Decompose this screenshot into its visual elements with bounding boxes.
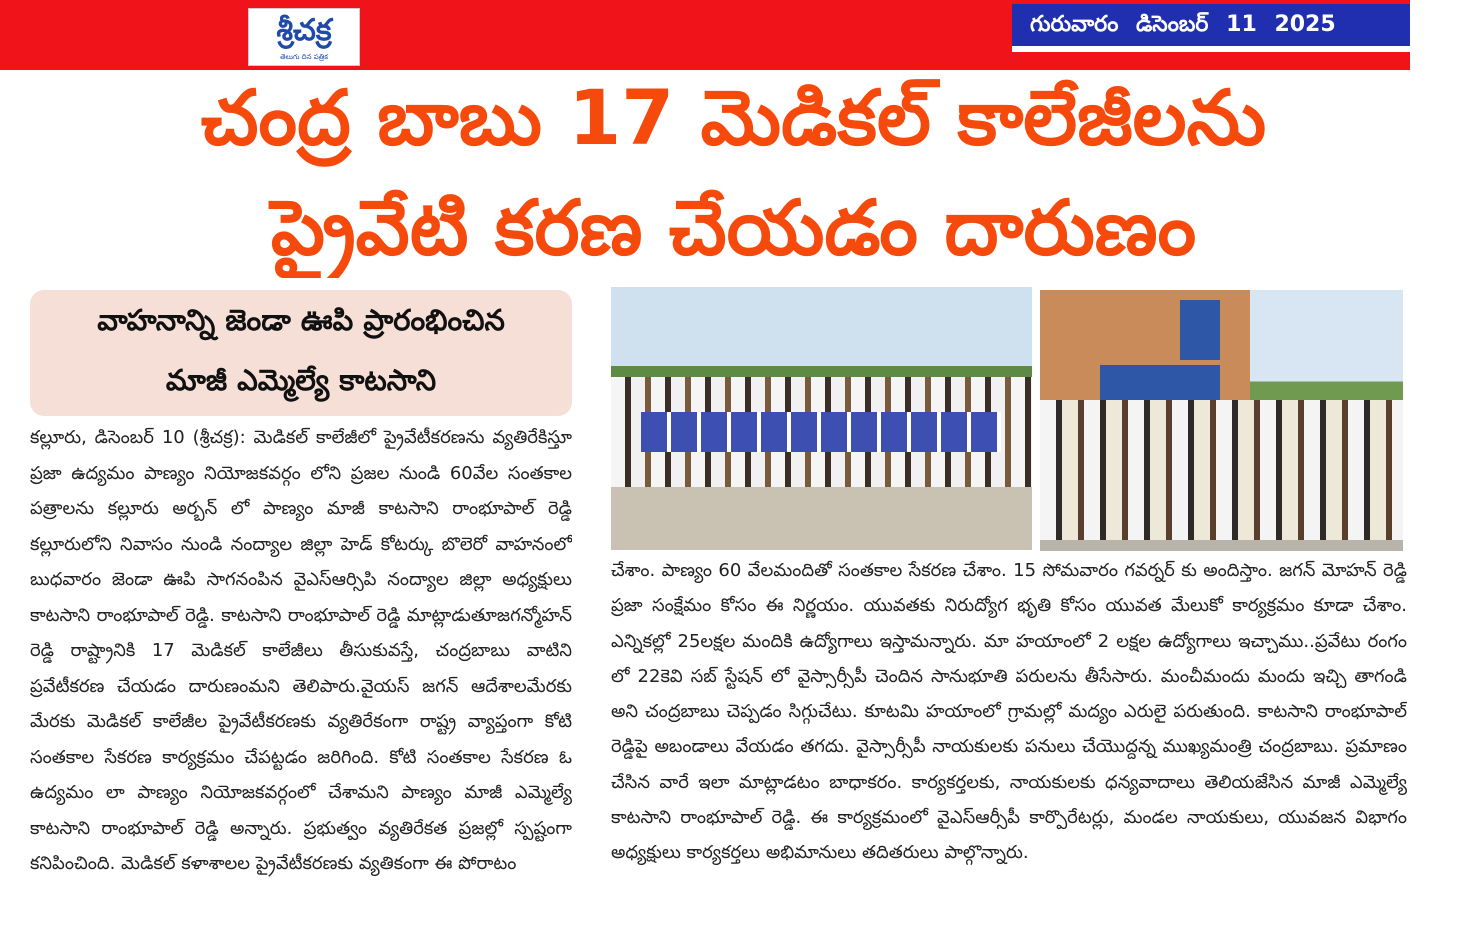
- photo-flag: [1180, 300, 1220, 360]
- dateline: [1012, 4, 1410, 52]
- article-left-text: కల్లూరు, డిసెంబర్ 10 (శ్రీచక్ర): మెడికల్ కాలేజీలో ప్రైవేటీకరణను వ్యతిరేకిస్తూ ప్రజా ఉద్యమం పాణ్యం నియోజకవర్గం లోని ప్రజల నుండి 60వేల సంతకాల పత్రాలను కల్లూరు అర్బన్ లో పాణ్యం మాజీ కాటసాని రాంభూపాల్ రెడ్డి కల్లూరులోని నివాసం నుండి నంద్యాల జిల్లా హెడ్ కోటర్కు బొలెరో వాహనంలో బుధవారం జెండా ఊపి సాగనంపిన వైఎస్ఆర్సిపి నంద్యాల జిల్లా అధ్యక్షులు కాటసాని రాంభూపాల్ రెడ్డి. కాటసాని రాంభూపాల్ రెడ్డి మాట్లాడుతూజగన్మోహన్ రెడ్డి రాష్ట్రానికి 17 మెడికల్ కాలేజీలు తీసుకువస్తే, చంద్రబాబు వాటిని ప్రవేటీకరణ చేయడం దారుణంమని తెలిపారు.వైయస్ జగన్ ఆదేశాలమేరకు మేరకు మెడికల్ కాలేజీల ప్రైవేటీకరణకు వ్యతిరేకంగా రాష్ట్ర వ్యాప్తంగా కోటి సంతకాల సేకరణ కార్యక్రమం చేపట్టడం జరిగింది. కోటి సంతకాల సేకరణ ఓ ఉద్యమం లా పాణ్యం నియోజకవర్గంలో చేశామని పాణ్యం మాజీ ఎమ్మెల్యే కాటసాని రాంభూపాల్ రెడ్డి అన్నారు. ప్రభుత్వం వ్యతిరేకత ప్రజల్లో స్పష్టంగా కనిపించింది. మెడికల్ కళాశాలల ప్రైవేటీకరణకు వ్యతికంగా ఈ పోరాటం: [30, 427, 572, 874]
- article-right-column: [611, 553, 1407, 913]
- date-year: 2025: [1274, 12, 1336, 37]
- logo-text: శ్రీచక్ర: [276, 13, 332, 48]
- article-left-column: [30, 420, 572, 920]
- photo-crowd: [1040, 400, 1403, 540]
- date-day: గురువారం: [1030, 12, 1119, 37]
- article-right-text: చేశాం. పాణ్యం 60 వేలమందితో సంతకాల సేకరణ చేశాం. 15 సోమవారం గవర్నర్ కు అందిస్తాం. జగన్ మోహన్ రెడ్డి ప్రజా సంక్షేమం కోసం ఈ నిర్ణయం. యువతకు నిరుద్యోగ భృతి కోసం యువత మేలుకో కార్యక్రమం కూడా చేశాం. ఎన్నికల్లో 25లక్షల మందికి ఉద్యోగాలు ఇస్తామన్నారు. మా హయాంలో 2 లక్షల ఉద్యోగాలు ఇచ్చాము..ప్రవేటు రంగం లో 22కెవి సబ్ స్టేషన్ లో వైస్సార్సీపీ చెందిన సానుభూతి పరులను తీసేసారు. మంచీమందు మందు ఇచ్చి తాగండి అని చంద్రబాబు చెప్పడం సిగ్గుచేటు. కూటమి హయాంలో గ్రామల్లో మద్యం ఎరులై పరుతుంది. కాటసాని రాంభూపాల్ రెడ్డిపై అబండాలు వేయడం తగదు. వైస్సార్సీపీ నాయకులకు పనులు చేయొద్దన్న ముఖ్యమంత్రి చంద్రబాబు. ప్రమాణం చేసిన వారే ఇలా మాట్లాడటం బాధాకరం. కార్యకర్తలకు, నాయకులకు ధన్యవాదాలు తెలియజేసిన మాజీ ఎమ్మెల్యే కాటసాని రాంభూపాల్ రెడ్డి. ఈ కార్యక్రమంలో వైఎస్ఆర్సీపీ కార్పొరేటర్లు, మండల నాయకులు, యువజన విభాగం అధ్యక్షులు కార్యకర్తలు అభిమానులు తదితరులు పాల్గొన్నారు.: [611, 560, 1407, 864]
- headline-line-1: చంద్ర బాబు 17 మెడికల్ కాలేజీలను: [200, 73, 1267, 162]
- date-month: డిసెంబర్: [1136, 12, 1209, 37]
- date-date: 11: [1226, 12, 1257, 37]
- logo-tagline: తెలుగు దిన పత్రిక: [280, 53, 328, 61]
- headline-line-2: ప్రైవేటి కరణ చేయడం దారుణం: [270, 183, 1197, 272]
- subheadline-line-1: వాహనాన్ని జెండా ఊపి ప్రారంభించిన: [97, 303, 505, 337]
- subheadline-box: [30, 290, 572, 416]
- masthead-bar: [0, 0, 1410, 70]
- photo-signature-collection: [611, 287, 1032, 550]
- photo-vehicle-flagoff: [1040, 290, 1403, 551]
- subheadline-line-2: మాజీ ఎమ్మెల్యే కాటసాని: [165, 363, 437, 397]
- newspaper-logo: [248, 8, 360, 66]
- photo-boxes: [641, 412, 1001, 452]
